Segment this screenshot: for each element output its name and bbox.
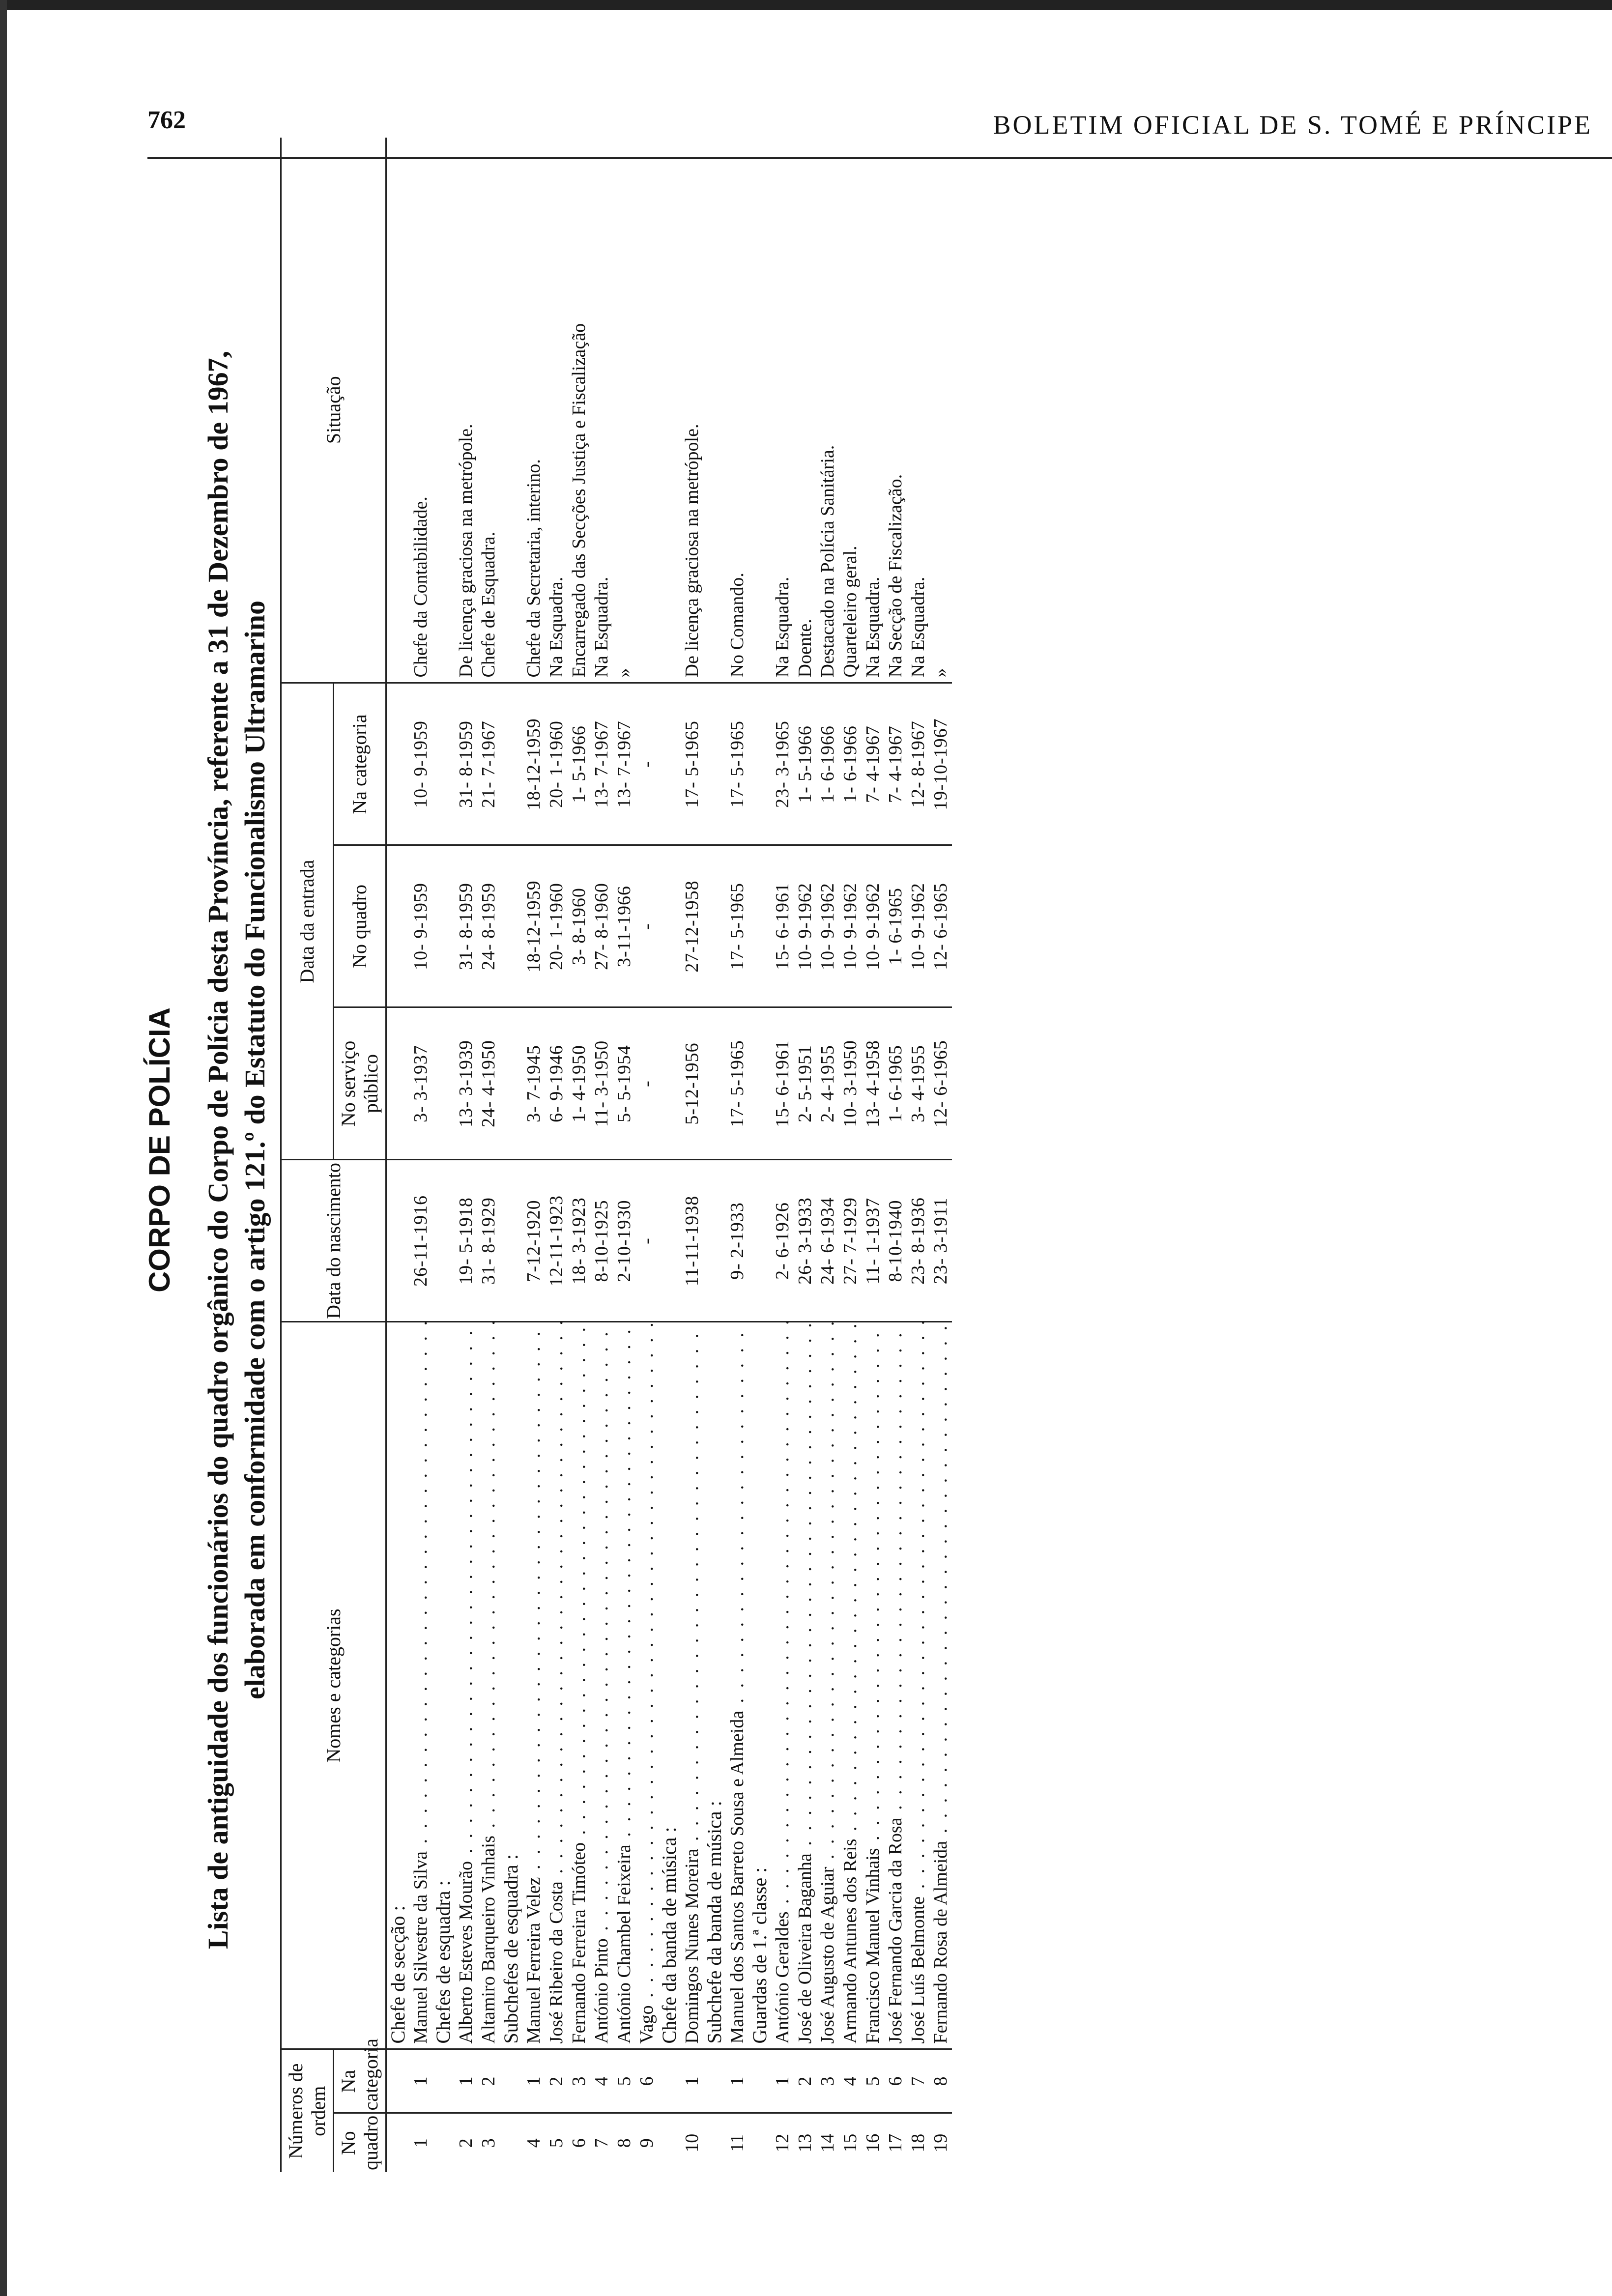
situacao-cell xyxy=(635,138,658,683)
entrada-quadro-cell: 31- 8-1959 xyxy=(455,845,477,1007)
situacao-cell: Encarregado das Secções Justiça e Fiscalização xyxy=(568,138,590,683)
list-title: Lista de antiguidade dos funcionários do quadro orgânico do Corpo de Polícia desta Província, referente a 31 de Dezembro de 1967, xyxy=(202,350,234,1950)
na-categoria-cell: 5 xyxy=(862,2049,884,2113)
col-header-na-categoria: Na categoria xyxy=(334,2049,386,2113)
na-categoria-cell: 2 xyxy=(477,2049,500,2113)
situacao-cell: Na Esquadra. xyxy=(771,138,794,683)
empty-cell xyxy=(500,845,522,1007)
name-cell: José Luís Belmonte . . . xyxy=(907,1322,929,2049)
entrada-categoria-cell: 1- 6-1966 xyxy=(816,683,839,845)
table-row xyxy=(929,138,952,2172)
name-cell: Fernando Rosa de Almeida . . . xyxy=(929,1322,952,2049)
col-header-entrada-quadro: No quadro xyxy=(334,845,386,1007)
no-quadro-cell: 13 xyxy=(795,2133,815,2152)
name-cell: Manuel dos Santos Barreto Sousa e Almeida . . . xyxy=(726,1322,748,2049)
category-row xyxy=(500,138,522,2172)
entrada-categoria-cell: 19-10-1967 xyxy=(929,683,952,845)
no-quadro-cell: 12 xyxy=(772,2133,793,2152)
empty-cell xyxy=(500,138,522,683)
empty-cell xyxy=(386,2049,410,2113)
na-categoria-cell: 3 xyxy=(568,2049,590,2113)
entrada-categoria-cell: 13- 7-1967 xyxy=(613,683,635,845)
table-row xyxy=(635,138,658,2172)
empty-cell xyxy=(658,1007,681,1160)
entrada-quadro-cell: 15- 6-1961 xyxy=(771,845,794,1007)
na-categoria-cell: 5 xyxy=(613,2049,635,2113)
servico-cell: 15- 6-1961 xyxy=(771,1007,794,1160)
empty-cell xyxy=(703,1160,726,1322)
empty-cell xyxy=(658,138,681,683)
empty-cell xyxy=(500,1160,522,1322)
empty-cell xyxy=(386,138,410,683)
entrada-quadro-cell: 3- 8-1960 xyxy=(568,845,590,1007)
na-categoria-cell: 3 xyxy=(816,2049,839,2113)
no-quadro-cell: 1 xyxy=(410,2138,431,2148)
table-row xyxy=(862,138,884,2172)
entrada-quadro-cell: 27-12-1958 xyxy=(681,845,703,1007)
servico-cell: 2- 4-1955 xyxy=(816,1007,839,1160)
rotated-content xyxy=(128,118,1533,2182)
situacao-cell: Quarteleiro geral. xyxy=(839,138,862,683)
empty-cell xyxy=(386,1007,410,1160)
table-row xyxy=(590,138,613,2172)
page-number: 762 xyxy=(147,106,186,134)
no-quadro-cell: 3 xyxy=(478,2138,499,2148)
no-quadro-cell: 18 xyxy=(908,2133,928,2152)
empty-cell xyxy=(748,2113,771,2172)
name-cell: António Chambel Feixeira . . . xyxy=(613,1322,635,2049)
nascimento-cell: 31- 8-1929 xyxy=(477,1160,500,1322)
running-title: BOLETIM OFICIAL DE S. TOMÉ E PRÍNCIPE xyxy=(993,110,1592,140)
entrada-categoria-cell: 10- 9-1959 xyxy=(409,683,432,845)
seniority-table xyxy=(280,138,952,2172)
nascimento-cell: 11-11-1938 xyxy=(681,1160,703,1322)
empty-cell xyxy=(500,1007,522,1160)
nascimento-cell: 23- 3-1911 xyxy=(929,1160,952,1322)
category-row xyxy=(658,138,681,2172)
servico-cell: 13- 4-1958 xyxy=(862,1007,884,1160)
name-cell: José Augusto de Aguiar . . . xyxy=(816,1322,839,2049)
nascimento-cell: 11- 1-1937 xyxy=(862,1160,884,1322)
na-categoria-cell: 4 xyxy=(590,2049,613,2113)
name-cell: Vago . . . xyxy=(635,1322,658,2049)
table-row xyxy=(409,138,432,2172)
table-row xyxy=(726,138,748,2172)
category-row xyxy=(386,138,410,2172)
empty-cell xyxy=(432,138,455,683)
col-header-servico-publico: No serviço público xyxy=(334,1007,386,1160)
empty-cell xyxy=(386,1160,410,1322)
table-row xyxy=(907,138,929,2172)
servico-cell: 24- 4-1950 xyxy=(477,1007,500,1160)
entrada-quadro-cell: 1- 6-1965 xyxy=(884,845,907,1007)
empty-cell xyxy=(500,2049,522,2113)
name-cell: Domingos Nunes Moreira . . . xyxy=(681,1322,703,2049)
servico-cell: 1- 4-1950 xyxy=(568,1007,590,1160)
no-quadro-cell: 8 xyxy=(614,2138,634,2148)
empty-cell xyxy=(432,1007,455,1160)
empty-cell xyxy=(703,845,726,1007)
table-row xyxy=(681,138,703,2172)
empty-cell xyxy=(748,683,771,845)
category-label: Chefes de esquadra : xyxy=(432,1322,455,2049)
empty-cell xyxy=(703,2049,726,2113)
situacao-cell: Na Esquadra. xyxy=(590,138,613,683)
empty-cell xyxy=(386,2113,410,2172)
empty-cell xyxy=(432,1160,455,1322)
entrada-quadro-cell: 20- 1-1960 xyxy=(545,845,568,1007)
situacao-cell: Chefe da Secretaria, interino. xyxy=(522,138,545,683)
na-categoria-cell: 4 xyxy=(839,2049,862,2113)
nascimento-cell: 24- 6-1934 xyxy=(816,1160,839,1322)
nascimento-cell: 7-12-1920 xyxy=(522,1160,545,1322)
situacao-cell: No Comando. xyxy=(726,138,748,683)
situacao-cell: Doente. xyxy=(794,138,816,683)
entrada-categoria-cell: 17- 5-1965 xyxy=(726,683,748,845)
category-row xyxy=(748,138,771,2172)
table-row xyxy=(477,138,500,2172)
category-label: Guardas de 1.ª classe : xyxy=(748,1322,771,2049)
servico-cell: 12- 6-1965 xyxy=(929,1007,952,1160)
entrada-categoria-cell: 12- 8-1967 xyxy=(907,683,929,845)
entrada-quadro-cell: 3-11-1966 xyxy=(613,845,635,1007)
empty-cell xyxy=(703,1007,726,1160)
situacao-cell: Chefe da Contabilidade. xyxy=(409,138,432,683)
name-cell: José Fernando Garcia da Rosa . . . xyxy=(884,1322,907,2049)
section-heading: CORPO DE POLÍCIA xyxy=(143,1007,176,1293)
empty-cell xyxy=(432,2113,455,2172)
na-categoria-cell: 6 xyxy=(884,2049,907,2113)
nascimento-cell: 26-11-1916 xyxy=(409,1160,432,1322)
entrada-categoria-cell: 7- 4-1967 xyxy=(884,683,907,845)
na-categoria-cell: 1 xyxy=(522,2049,545,2113)
servico-cell: - xyxy=(635,1007,658,1160)
na-categoria-cell: 1 xyxy=(455,2049,477,2113)
nascimento-cell: 2-10-1930 xyxy=(613,1160,635,1322)
table-row xyxy=(839,138,862,2172)
na-categoria-cell: 7 xyxy=(907,2049,929,2113)
entrada-quadro-cell: 10- 9-1962 xyxy=(907,845,929,1007)
empty-cell xyxy=(703,2113,726,2172)
situacao-cell: De licença graciosa na metrópole. xyxy=(681,138,703,683)
name-cell: António Geraldes . . . xyxy=(771,1322,794,2049)
no-quadro-cell: 5 xyxy=(546,2138,567,2148)
situacao-cell: Na Esquadra. xyxy=(545,138,568,683)
empty-cell xyxy=(386,845,410,1007)
entrada-quadro-cell: 10- 9-1962 xyxy=(816,845,839,1007)
table-row xyxy=(771,138,794,2172)
col-header-situacao: Situação xyxy=(281,138,386,683)
name-cell: Manuel Silvestre da Silva . . . xyxy=(409,1322,432,2049)
name-cell: António Pinto . . . xyxy=(590,1322,613,2049)
servico-cell: 3- 3-1937 xyxy=(409,1007,432,1160)
no-quadro-cell: 9 xyxy=(636,2138,657,2148)
table-row xyxy=(884,138,907,2172)
nascimento-cell: 8-10-1925 xyxy=(590,1160,613,1322)
entrada-quadro-cell: 10- 9-1962 xyxy=(839,845,862,1007)
empty-cell xyxy=(748,1160,771,1322)
nascimento-cell: 26- 3-1933 xyxy=(794,1160,816,1322)
na-categoria-cell: 1 xyxy=(409,2049,432,2113)
entrada-categoria-cell: 23- 3-1965 xyxy=(771,683,794,845)
empty-cell xyxy=(748,2049,771,2113)
entrada-categoria-cell: 1- 6-1966 xyxy=(839,683,862,845)
situacao-cell: Na Esquadra. xyxy=(862,138,884,683)
situacao-cell: Destacado na Polícia Sanitária. xyxy=(816,138,839,683)
empty-cell xyxy=(658,2113,681,2172)
table-row xyxy=(816,138,839,2172)
servico-cell: 2- 5-1951 xyxy=(794,1007,816,1160)
category-row xyxy=(432,138,455,2172)
servico-cell: 1- 6-1965 xyxy=(884,1007,907,1160)
col-header-numeros: Números de ordem xyxy=(281,2049,334,2172)
table-row xyxy=(522,138,545,2172)
entrada-categoria-cell: 17- 5-1965 xyxy=(681,683,703,845)
col-header-nascimento: Data do nascimento xyxy=(281,1160,386,1322)
col-header-entrada-categoria: Na categoria xyxy=(334,683,386,845)
no-quadro-cell: 4 xyxy=(523,2138,544,2148)
name-cell: Altamiro Barqueiro Vinhais . . . xyxy=(477,1322,500,2049)
entrada-categoria-cell: 31- 8-1959 xyxy=(455,683,477,845)
empty-cell xyxy=(748,845,771,1007)
servico-cell: 5-12-1956 xyxy=(681,1007,703,1160)
servico-cell: 3- 4-1955 xyxy=(907,1007,929,1160)
entrada-quadro-cell: 27- 8-1960 xyxy=(590,845,613,1007)
no-quadro-cell: 10 xyxy=(682,2133,702,2152)
nascimento-cell: 19- 5-1918 xyxy=(455,1160,477,1322)
entrada-quadro-cell: 10- 9-1962 xyxy=(862,845,884,1007)
no-quadro-cell: 11 xyxy=(727,2134,748,2152)
col-header-no-quadro: No quadro xyxy=(334,2113,386,2172)
scan-top-border xyxy=(0,0,1612,10)
no-quadro-cell: 14 xyxy=(817,2133,838,2152)
nascimento-cell: 18- 3-1923 xyxy=(568,1160,590,1322)
servico-cell: 13- 3-1939 xyxy=(455,1007,477,1160)
entrada-categoria-cell: 13- 7-1967 xyxy=(590,683,613,845)
table-row xyxy=(545,138,568,2172)
category-label: Subchefe da banda de música : xyxy=(703,1322,726,2049)
name-cell: Armando Antunes dos Reis . . . xyxy=(839,1322,862,2049)
entrada-categoria-cell: 7- 4-1967 xyxy=(862,683,884,845)
nascimento-cell: 12-11-1923 xyxy=(545,1160,568,1322)
table-row xyxy=(613,138,635,2172)
na-categoria-cell: 6 xyxy=(635,2049,658,2113)
category-row xyxy=(703,138,726,2172)
servico-cell: 17- 5-1965 xyxy=(726,1007,748,1160)
category-label: Subchefes de esquadra : xyxy=(500,1322,522,2049)
entrada-categoria-cell: 21- 7-1967 xyxy=(477,683,500,845)
name-cell: Manuel Ferreira Velez . . . xyxy=(522,1322,545,2049)
nascimento-cell: 27- 7-1929 xyxy=(839,1160,862,1322)
servico-cell: 3- 7-1945 xyxy=(522,1007,545,1160)
name-cell: Francisco Manuel Vinhais . . . xyxy=(862,1322,884,2049)
list-subtitle: elaborada em conformidade com o artigo 121.º do Estatuto do Funcionalismo Ultramarino xyxy=(239,601,271,1699)
na-categoria-cell: 2 xyxy=(545,2049,568,2113)
name-cell: José Ribeiro da Costa . . . xyxy=(545,1322,568,2049)
entrada-quadro-cell: 24- 8-1959 xyxy=(477,845,500,1007)
servico-cell: 5- 5-1954 xyxy=(613,1007,635,1160)
entrada-categoria-cell: 1- 5-1966 xyxy=(794,683,816,845)
nascimento-cell: 9- 2-1933 xyxy=(726,1160,748,1322)
no-quadro-cell: 17 xyxy=(885,2133,906,2152)
empty-cell xyxy=(432,683,455,845)
empty-cell xyxy=(748,1007,771,1160)
entrada-quadro-cell: 18-12-1959 xyxy=(522,845,545,1007)
category-label: Chefe da banda de música : xyxy=(658,1322,681,2049)
situacao-cell: De licença graciosa na metrópole. xyxy=(455,138,477,683)
col-header-nomes: Nomes e categorias xyxy=(281,1322,386,2049)
empty-cell xyxy=(658,683,681,845)
entrada-categoria-cell: 1- 5-1966 xyxy=(568,683,590,845)
table-header-row xyxy=(281,138,334,2172)
na-categoria-cell: 2 xyxy=(794,2049,816,2113)
no-quadro-cell: 19 xyxy=(930,2133,951,2152)
table-body xyxy=(386,138,952,2172)
col-header-data-entrada: Data da entrada xyxy=(281,683,334,1160)
table-row xyxy=(794,138,816,2172)
situacao-cell: Na Secção de Fiscalização. xyxy=(884,138,907,683)
empty-cell xyxy=(703,138,726,683)
empty-cell xyxy=(658,1160,681,1322)
nascimento-cell: - xyxy=(635,1160,658,1322)
table-row xyxy=(568,138,590,2172)
empty-cell xyxy=(432,2049,455,2113)
servico-cell: 10- 3-1950 xyxy=(839,1007,862,1160)
na-categoria-cell: 1 xyxy=(681,2049,703,2113)
servico-cell: 11- 3-1950 xyxy=(590,1007,613,1160)
name-cell: Fernando Ferreira Timóteo . . . xyxy=(568,1322,590,2049)
name-cell: José de Oliveira Baganha . . . xyxy=(794,1322,816,2049)
category-label: Chefe de secção : xyxy=(386,1322,410,2049)
entrada-quadro-cell: 10- 9-1962 xyxy=(794,845,816,1007)
entrada-quadro-cell: - xyxy=(635,845,658,1007)
entrada-categoria-cell: 18-12-1959 xyxy=(522,683,545,845)
empty-cell xyxy=(658,845,681,1007)
situacao-cell: » xyxy=(929,138,952,683)
nascimento-cell: 2- 6-1926 xyxy=(771,1160,794,1322)
situacao-cell: » xyxy=(613,138,635,683)
situacao-cell: Chefe de Esquadra. xyxy=(477,138,500,683)
table-row xyxy=(455,138,477,2172)
situacao-cell: Na Esquadra. xyxy=(907,138,929,683)
nascimento-cell: 8-10-1940 xyxy=(884,1160,907,1322)
empty-cell xyxy=(500,683,522,845)
entrada-quadro-cell: 10- 9-1959 xyxy=(409,845,432,1007)
empty-cell xyxy=(658,2049,681,2113)
na-categoria-cell: 1 xyxy=(726,2049,748,2113)
entrada-categoria-cell: - xyxy=(635,683,658,845)
no-quadro-cell: 2 xyxy=(456,2138,476,2148)
empty-cell xyxy=(703,683,726,845)
entrada-quadro-cell: 12- 6-1965 xyxy=(929,845,952,1007)
entrada-categoria-cell: 20- 1-1960 xyxy=(545,683,568,845)
no-quadro-cell: 7 xyxy=(591,2138,612,2148)
name-cell: Alberto Esteves Mourão . . . xyxy=(455,1322,477,2049)
scan-left-edge xyxy=(0,0,7,2296)
no-quadro-cell: 16 xyxy=(863,2133,883,2152)
no-quadro-cell: 15 xyxy=(840,2133,861,2152)
empty-cell xyxy=(500,2113,522,2172)
nascimento-cell: 23- 8-1936 xyxy=(907,1160,929,1322)
empty-cell xyxy=(432,845,455,1007)
empty-cell xyxy=(748,138,771,683)
na-categoria-cell: 1 xyxy=(771,2049,794,2113)
na-categoria-cell: 8 xyxy=(929,2049,952,2113)
entrada-quadro-cell: 17- 5-1965 xyxy=(726,845,748,1007)
empty-cell xyxy=(386,683,410,845)
no-quadro-cell: 6 xyxy=(569,2138,589,2148)
servico-cell: 6- 9-1946 xyxy=(545,1007,568,1160)
